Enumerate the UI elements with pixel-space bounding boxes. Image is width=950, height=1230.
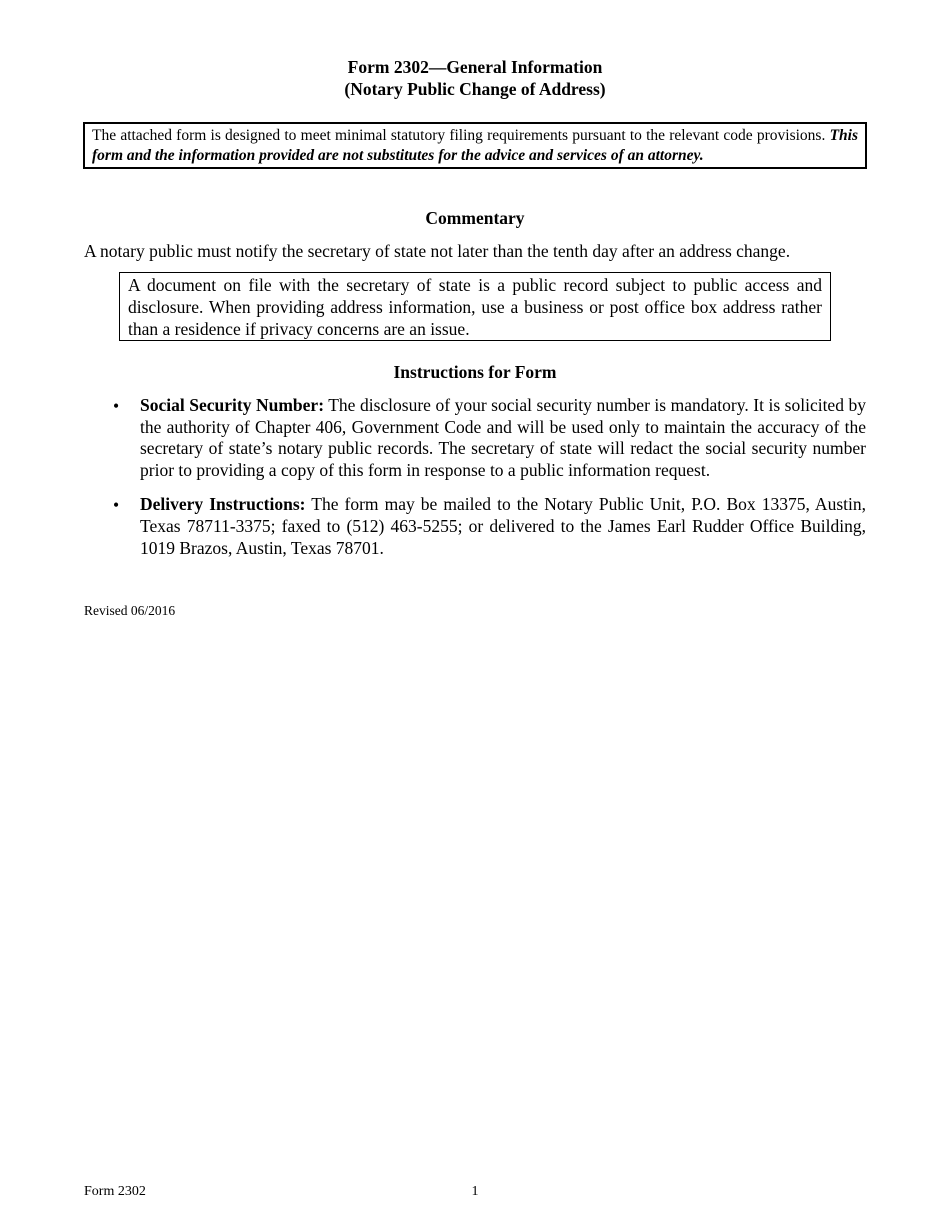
commentary-heading: Commentary bbox=[425, 208, 525, 228]
revision-date: Revised 06/2016 bbox=[84, 603, 176, 618]
privacy-note-box: A document on file with the secretary of state is a public record subject to public access and disclosure. When providing address information, use a business or post office box address rather than a residence if privacy concerns are an issue. bbox=[119, 272, 831, 341]
commentary-text: A notary public must notify the secretary of state not later than the tenth day after an address change. bbox=[84, 241, 791, 261]
list-item-body: The form may be mailed to the Notary Public Unit, P.O. Box 13375, Austin, Texas 78711-3375; faxed to (512) 463-5255; or delivered to the James Earl Rudder Office Building, 1019 Brazos, Austin, Texas 78701. bbox=[140, 494, 866, 558]
list-item-text bbox=[140, 494, 866, 559]
page-title bbox=[0, 56, 950, 100]
list-item-body: The disclosure of your social security number is mandatory. It is solicited by the authority of Chapter 406, Government Code and will be used only to maintain the accuracy of the secretary of state’s notary public records. The secretary of state will redact the social security number prior to providing a copy of this form in response to a public information request. bbox=[140, 395, 866, 480]
list-item-label: Social Security Number: bbox=[140, 395, 325, 415]
title-line-1: Form 2302—General Information bbox=[347, 57, 603, 77]
list-item-ssn bbox=[0, 395, 950, 481]
instructions-list bbox=[0, 395, 950, 572]
bullet-icon: • bbox=[113, 495, 120, 516]
title-line-2: (Notary Public Change of Address) bbox=[344, 79, 606, 99]
disclaimer-emphasis: This form and the information provided are not substitutes for the advice and services of an attorney. bbox=[92, 127, 858, 164]
disclaimer-box bbox=[83, 122, 867, 169]
footer-page-number: 1 bbox=[471, 1184, 479, 1199]
footer-form-label: Form 2302 bbox=[84, 1184, 146, 1199]
instructions-heading: Instructions for Form bbox=[393, 362, 557, 382]
list-item-delivery bbox=[0, 494, 950, 559]
list-item-label: Delivery Instructions: bbox=[140, 494, 306, 515]
bullet-icon: • bbox=[113, 396, 120, 416]
list-item-text bbox=[140, 395, 866, 481]
disclaimer-text: The attached form is designed to meet minimal statutory filing requirements pursuant to the relevant code provisions. bbox=[92, 127, 830, 144]
